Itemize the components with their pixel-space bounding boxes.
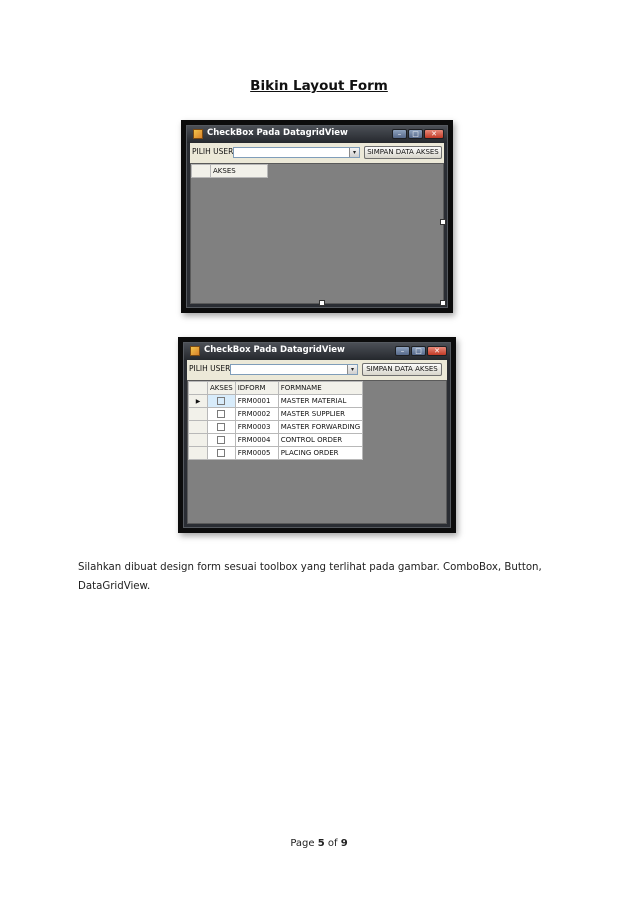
idform-cell[interactable]: FRM0003 xyxy=(235,421,278,434)
user-combobox[interactable] xyxy=(233,147,360,158)
user-combobox[interactable] xyxy=(230,364,358,375)
user-label: PILIH USER xyxy=(192,147,234,156)
app-icon xyxy=(193,129,203,139)
akses-cell[interactable] xyxy=(208,395,236,408)
instruction-paragraph: Silahkan dibuat design form sesuai toolbox yang terlihat pada gambar. ComboBox, Button, DataGridView. xyxy=(78,562,542,592)
toolbar-row xyxy=(190,143,444,163)
maximize-button[interactable]: □ xyxy=(411,346,426,356)
column-header-akses[interactable]: AKSES xyxy=(211,165,268,178)
close-button[interactable]: ✕ xyxy=(427,346,447,356)
maximize-button[interactable]: □ xyxy=(408,129,423,139)
akses-cell[interactable] xyxy=(208,408,236,421)
form-client-area-runtime xyxy=(187,360,447,524)
table-row[interactable] xyxy=(189,447,363,460)
akses-cell[interactable] xyxy=(208,434,236,447)
table-row[interactable] xyxy=(189,421,363,434)
akses-cell[interactable] xyxy=(208,447,236,460)
resize-handle-corner[interactable] xyxy=(440,300,446,306)
design-grid-header xyxy=(191,164,268,178)
runtime-view-screenshot xyxy=(178,337,456,533)
formname-cell[interactable]: MASTER FORWARDING xyxy=(278,421,362,434)
runtime-grid-table xyxy=(188,381,363,460)
form-window xyxy=(186,125,448,308)
app-icon xyxy=(190,346,200,356)
save-access-button[interactable]: SIMPAN DATA AKSES xyxy=(362,363,442,376)
current-row-indicator-icon: ▶ xyxy=(189,395,208,408)
table-row[interactable] xyxy=(189,434,363,447)
form-window-runtime xyxy=(183,342,451,528)
akses-checkbox[interactable] xyxy=(217,397,225,405)
row-header[interactable] xyxy=(189,434,208,447)
idform-cell[interactable]: FRM0004 xyxy=(235,434,278,447)
akses-checkbox[interactable] xyxy=(217,436,225,444)
save-access-button[interactable]: SIMPAN DATA AKSES xyxy=(364,146,442,159)
minimize-button[interactable]: – xyxy=(395,346,410,356)
footer-current-page: 5 xyxy=(317,838,325,849)
idform-cell[interactable]: FRM0005 xyxy=(235,447,278,460)
minimize-button[interactable]: – xyxy=(392,129,407,139)
footer-of-word: of xyxy=(327,838,338,849)
chevron-down-icon[interactable]: ▾ xyxy=(349,148,359,157)
akses-checkbox[interactable] xyxy=(217,410,225,418)
akses-cell[interactable] xyxy=(208,421,236,434)
formname-cell[interactable]: MASTER MATERIAL xyxy=(278,395,362,408)
idform-cell[interactable]: FRM0002 xyxy=(235,408,278,421)
resize-handle-right[interactable] xyxy=(440,219,446,225)
title-bar xyxy=(187,126,447,143)
column-header-akses[interactable]: AKSES xyxy=(208,382,236,395)
toolbar-row-runtime xyxy=(187,360,447,380)
table-row[interactable] xyxy=(189,395,363,408)
column-header-formname[interactable]: FORMNAME xyxy=(278,382,362,395)
formname-cell[interactable]: MASTER SUPPLIER xyxy=(278,408,362,421)
akses-checkbox[interactable] xyxy=(217,449,225,457)
footer-page-word: Page xyxy=(290,838,315,849)
access-datagridview-runtime[interactable] xyxy=(187,380,447,524)
row-header-corner xyxy=(192,165,211,178)
design-view-screenshot xyxy=(181,120,453,313)
form-client-area xyxy=(190,143,444,304)
title-bar-runtime xyxy=(184,343,450,360)
page-footer xyxy=(0,838,638,849)
row-header[interactable] xyxy=(189,421,208,434)
grid-header-row xyxy=(189,382,363,395)
footer-total-pages: 9 xyxy=(340,838,348,849)
table-row[interactable] xyxy=(189,408,363,421)
close-button[interactable]: ✕ xyxy=(424,129,444,139)
akses-checkbox[interactable] xyxy=(217,423,225,431)
formname-cell[interactable]: PLACING ORDER xyxy=(278,447,362,460)
window-title-runtime: CheckBox Pada DatagridView xyxy=(204,345,345,355)
chevron-down-icon[interactable]: ▾ xyxy=(347,365,357,374)
column-header-idform[interactable]: IDFORM xyxy=(235,382,278,395)
formname-cell[interactable]: CONTROL ORDER xyxy=(278,434,362,447)
row-header-corner xyxy=(189,382,208,395)
page-heading: Bikin Layout Form xyxy=(250,78,388,94)
idform-cell[interactable]: FRM0001 xyxy=(235,395,278,408)
row-header[interactable] xyxy=(189,408,208,421)
row-header[interactable] xyxy=(189,447,208,460)
user-label: PILIH USER xyxy=(189,364,231,373)
resize-handle-bottom[interactable] xyxy=(319,300,325,306)
window-title: CheckBox Pada DatagridView xyxy=(207,128,348,138)
access-datagridview[interactable] xyxy=(190,163,444,304)
